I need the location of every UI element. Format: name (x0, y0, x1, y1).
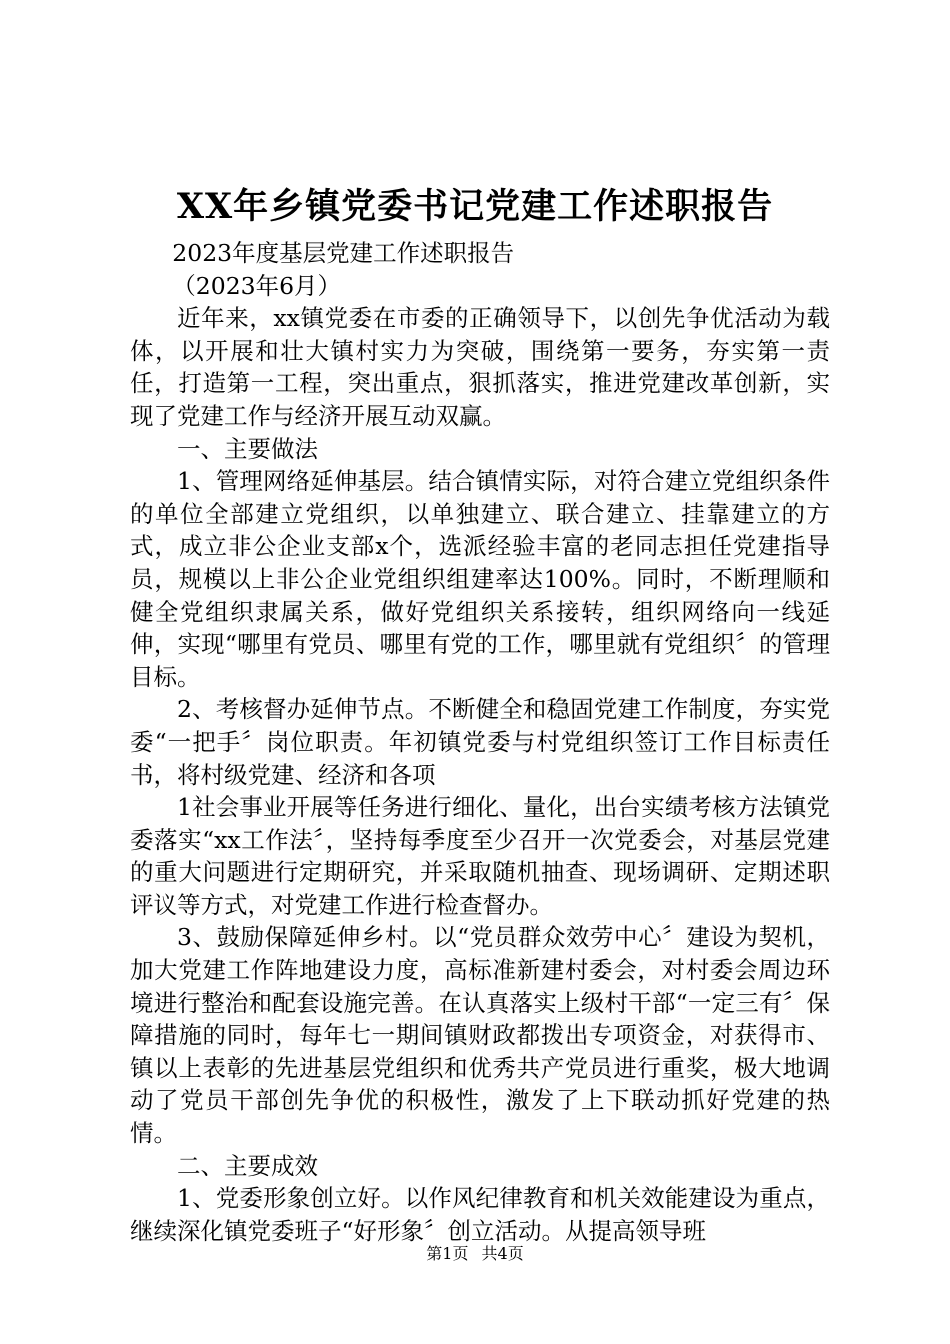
report-date: （2023年6月） (172, 271, 342, 300)
page-footer (0, 1242, 950, 1266)
document-body (130, 237, 830, 1247)
section-heading-1: 一、主要做法 (177, 434, 318, 463)
paragraph-intro: 近年来，xx镇党委在市委的正确领导下，以创先争优活动为载体，以开展和壮大镇村实力为突破，围绕第一要务，夯实第一责任，打造第一工程，突出重点，狠抓落实，推进党建改革创新，实现了党建工作与经济开展互动双赢。 (130, 304, 830, 430)
paragraph-item-1: 1、管理网络延伸基层。结合镇情实际，对符合建立党组织条件的单位全部建立党组织，以单独建立、联合建立、挂靠建立的方式，成立非公企业支部x个，选派经验丰富的老同志担任党建指导员，规模以上非公企业党组织组建率达100%。同时，不断理顺和健全党组织隶属关系，做好党组织关系接转，组织网络向一线延伸，实现“哪里有党员、哪里有党的工作，哪里就有党组织〞的管理目标。 (130, 467, 830, 691)
page-number: 第1页 (426, 1244, 469, 1263)
paragraph-item-2-continued: 1社会事业开展等任务进行细化、量化，出台实绩考核方法镇党委落实“xx工作法〞，坚持每季度至少召开一次党委会，对基层党建的重大问题进行定期研究，并采取随机抽查、现场调研、定期述职评议等方式，对党建工作进行检查督办。 (130, 793, 830, 919)
paragraph-item-3: 3、鼓励保障延伸乡村。以“党员群众效劳中心〞建设为契机，加大党建工作阵地建设力度，高标准新建村委会，对村委会周边环境进行整治和配套设施完善。在认真落实上级村干部“一定三有〞保障措施的同时，每年七一期间镇财政都拨出专项资金，对获得市、镇以上表彰的先进基层党组织和优秀共产党员进行重奖，极大地调动了党员干部创先争优的积极性，激发了上下联动抓好党建的热情。 (130, 923, 830, 1148)
paragraph-result-1: 1、党委形象创立好。以作风纪律教育和机关效能建设为重点，继续深化镇党委班子“好形象〞创立活动。从提高领导班 (130, 1184, 830, 1245)
page-total: 共4页 (481, 1244, 524, 1263)
report-subtitle: 2023年度基层党建工作述职报告 (172, 239, 515, 267)
document-title: XX年乡镇党委书记党建工作述职报告 (176, 186, 774, 227)
section-heading-2: 二、主要成效 (177, 1151, 318, 1180)
paragraph-item-2: 2、考核督办延伸节点。不断健全和稳固党建工作制度，夯实党委“一把手〞岗位职责。年初镇党委与村党组织签订工作目标责任书，将村级党建、经济和各项 (130, 695, 830, 789)
